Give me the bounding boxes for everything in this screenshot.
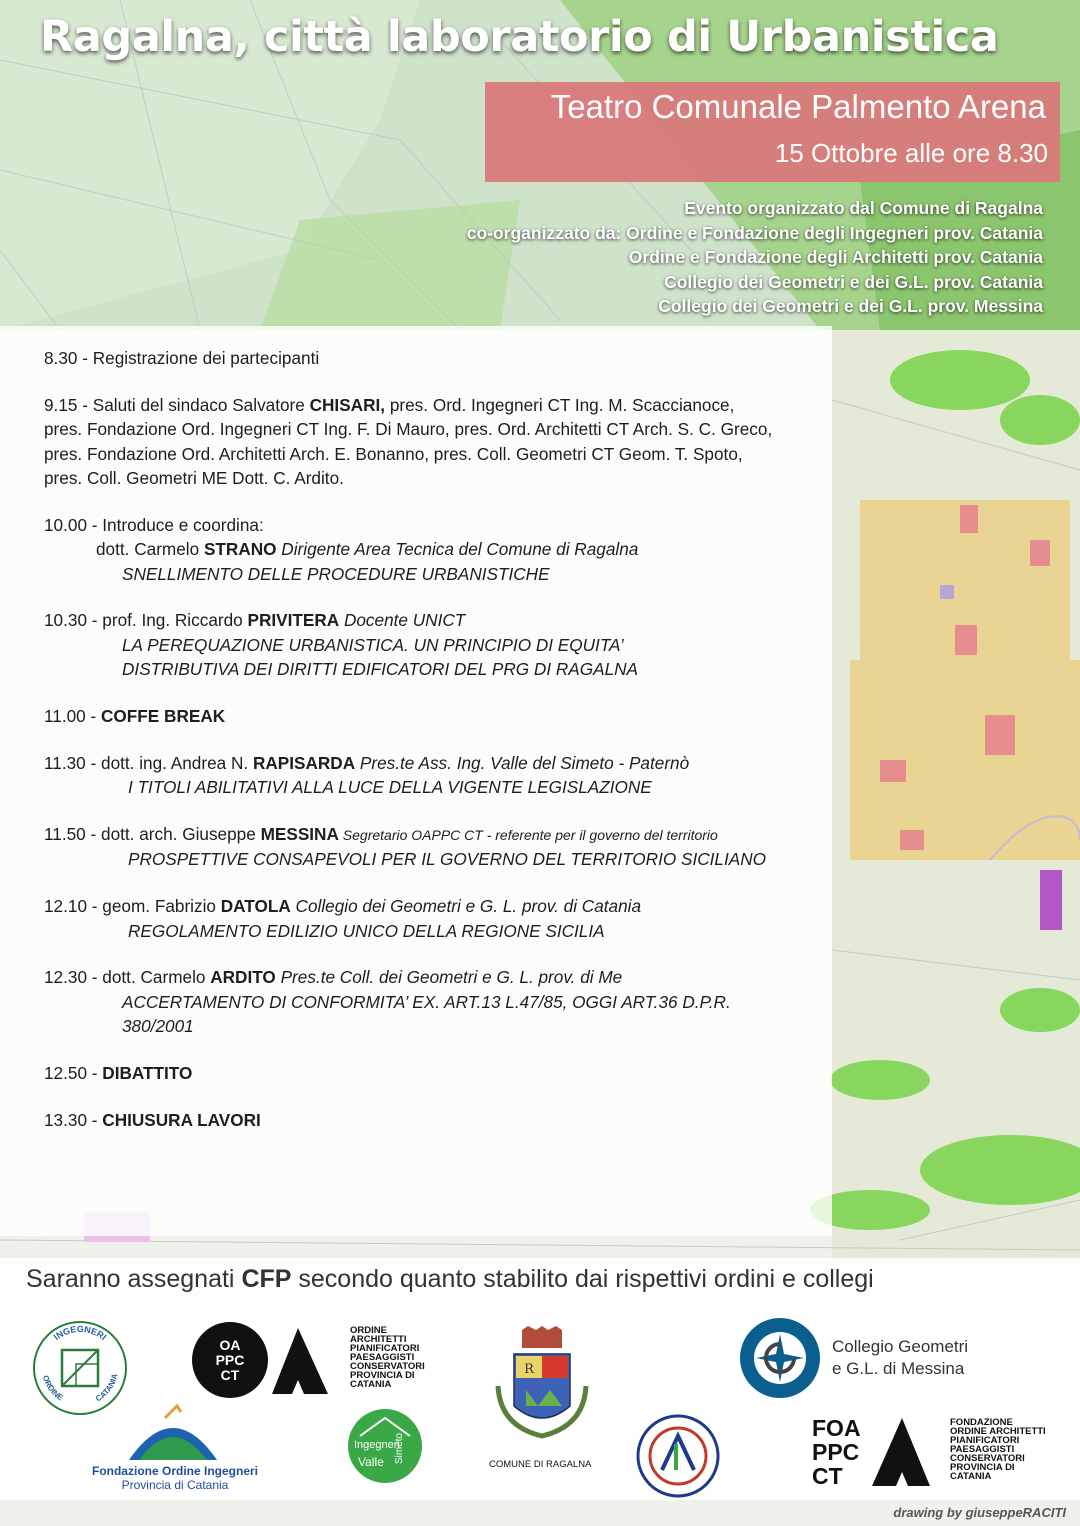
talk-title: DISTRIBUTIVA DEI DIRITTI EDIFICATORI DEL PRG DI RAGALNA — [122, 659, 639, 680]
fondazione-ingegneri-name: Fondazione Ordine Ingegneri Provincia di Catania — [91, 1464, 258, 1492]
speaker-name: RAPISARDA — [252, 752, 356, 773]
sponsor-logos — [0, 1310, 1080, 1500]
speaker-name: CHISARI, — [309, 394, 386, 415]
talk-title: PROSPETTIVE CONSAPEVOLI PER IL GOVERNO DEL TERRITORIO SICILIANO — [128, 849, 767, 870]
crest-letter: R — [524, 1362, 534, 1377]
organizer-line: Collegio dei Geometri e dei G.L. prov. Catania — [664, 271, 1043, 292]
cfp-notice: Saranno assegnati CFP secondo quanto stabilito dai rispettivi ordini e collegi — [26, 1265, 874, 1293]
oappc-logo — [192, 1320, 332, 1404]
program — [44, 346, 834, 1155]
talk-title: SNELLIMENTO DELLE PROCEDURE URBANISTICHE — [122, 563, 550, 584]
organizer-line: co-organizzato da: Ordine e Fondazione degli Ingegneri prov. Catania — [466, 222, 1043, 243]
collegio-messina-logo — [738, 1316, 822, 1400]
foappc-logo — [808, 1414, 932, 1488]
logo-mark-line: PPC — [812, 1439, 860, 1465]
program-item: 12.30 - dott. Carmelo ARDITO Pres.te Coll. dei Geometri e G. L. prov. di Me ACCERTAMENTO DI CONFORMITA’ EX. ART.13 L.47/85, OGGI ART.36 D.P.R. 380/2001 — [44, 965, 834, 1038]
collegio-catania-logo — [636, 1414, 720, 1498]
comune-ragalna-crest — [490, 1326, 594, 1460]
logo-word: Valle — [358, 1455, 384, 1469]
logo-mark-line: PPC — [215, 1352, 245, 1368]
program-item: 9.15 - Saluti del sindaco Salvatore CHISARI, pres. Ord. Ingegneri CT Ing. M. Scaccianoce, pres. Fondazione Ord. Ingegneri CT Ing. F. Di Mauro, pres. Ord. Architetti CT Arch. S. C. Greco, pres. Fondazione Ord. Architetti Arch. E. Bonanno, pres. Coll. Geometri CT Geom. T. Spoto, pres. Coll. Geometri ME Dott. C. Ardito. — [44, 394, 773, 489]
talk-title: 380/2001 — [122, 1016, 194, 1037]
ring-text: CATANIA — [93, 1372, 120, 1404]
program-item: 12.50 - DIBATTITO — [44, 1063, 193, 1084]
talk-title: ACCERTAMENTO DI CONFORMITA’ EX. ART.13 L.47/85, OGGI ART.36 D.P.R. — [122, 991, 731, 1012]
logo-word: Simeto — [394, 1432, 405, 1464]
logo-mark-line: OA — [219, 1337, 241, 1353]
logo-mark-line: CT — [220, 1367, 240, 1383]
organizer-line: Evento organizzato dal Comune di Ragalna — [684, 198, 1043, 218]
drawing-credit: drawing by giuseppeRACITI — [893, 1505, 1066, 1520]
program-item: 10.00 - Introduce e coordina: dott. Carmelo STRANO Dirigente Area Tecnica del Comune di Ragalna SNELLIMENTO DELLE PROCEDURE URBANISTICHE — [44, 513, 834, 586]
oappc-caption: ORDINE ARCHITETTI PIANIFICATORI PAESAGGISTI CONSERVATORI PROVINCIA DI CATANIA — [350, 1325, 425, 1390]
talk-title: I TITOLI ABILITATIVI ALLA LUCE DELLA VIGENTE LEGISLAZIONE — [128, 777, 652, 798]
program-item: 8.30 - Registrazione dei partecipanti — [44, 348, 320, 368]
logo-mark-line: CT — [812, 1463, 843, 1488]
talk-title: REGOLAMENTO EDILIZIO UNICO DELLA REGIONE SICILIA — [128, 920, 605, 941]
fondazione-ingegneri-logo — [125, 1404, 221, 1462]
foappc-caption: FONDAZIONE ORDINE ARCHITETTI PIANIFICATORI PAESAGGISTI CONSERVATORI PROVINCIA DI CATANIA — [950, 1417, 1046, 1482]
program-item: 11.00 - COFFE BREAK — [44, 706, 226, 727]
ring-text: INGEGNERI — [51, 1323, 109, 1343]
ring-text: ORDINE — [40, 1374, 65, 1403]
speaker-name: MESSINA — [260, 824, 339, 845]
speaker-name: STRANO — [203, 539, 277, 560]
program-item: 13.30 - CHIUSURA LAVORI — [44, 1109, 261, 1130]
collegio-messina-name: Collegio Geometri e G.L. di Messina — [832, 1337, 969, 1378]
comune-caption: COMUNE DI RAGALNA — [489, 1459, 592, 1470]
organizer-line: Collegio dei Geometri e dei G.L. prov. Messina — [658, 296, 1043, 317]
program-item: 10.30 - prof. Ing. Riccardo PRIVITERA Docente UNICT LA PEREQUAZIONE URBANISTICA. UN PRINCIPIO DI EQUITA’ DISTRIBUTIVA DEI DIRITTI EDIFICATORI DEL PRG DI RAGALNA — [44, 608, 834, 681]
event-date: 15 Ottobre alle ore 8.30 — [774, 138, 1048, 168]
speaker-name: PRIVITERA — [247, 610, 340, 631]
page-title: Ragalna, città laboratorio di Urbanistica — [40, 12, 999, 62]
logo-word: Ingegneri — [354, 1439, 400, 1451]
organizer-line: Ordine e Fondazione degli Architetti prov. Catania — [628, 247, 1043, 268]
venue: Teatro Comunale Palmento Arena — [550, 88, 1046, 125]
organizers — [467, 196, 1043, 319]
logo-mark-line: FOA — [812, 1415, 861, 1441]
speaker-name: DATOLA — [220, 896, 291, 917]
program-item: 11.50 - dott. arch. Giuseppe MESSINA Segretario OAPPC CT - referente per il governo del territorio PROSPETTIVE CONSAPEVOLI PER IL GOVERNO DEL TERRITORIO SICILIANO — [44, 822, 834, 872]
ordine-ingegneri-logo — [30, 1318, 130, 1418]
talk-title: LA PEREQUAZIONE URBANISTICA. UN PRINCIPIO DI EQUITA’ — [122, 634, 624, 655]
valle-simeto-logo — [346, 1406, 424, 1486]
program-item: 11.30 - dott. ing. Andrea N. RAPISARDA Pres.te Ass. Ing. Valle del Simeto - Paternò I TITOLI ABILITATIVI ALLA LUCE DELLA VIGENTE LEGISLAZIONE — [44, 751, 834, 800]
program-item: 12.10 - geom. Fabrizio DATOLA Collegio dei Geometri e G. L. prov. di Catania REGOLAMENTO EDILIZIO UNICO DELLA REGIONE SICILIA — [44, 894, 834, 943]
speaker-name: ARDITO — [210, 967, 276, 988]
